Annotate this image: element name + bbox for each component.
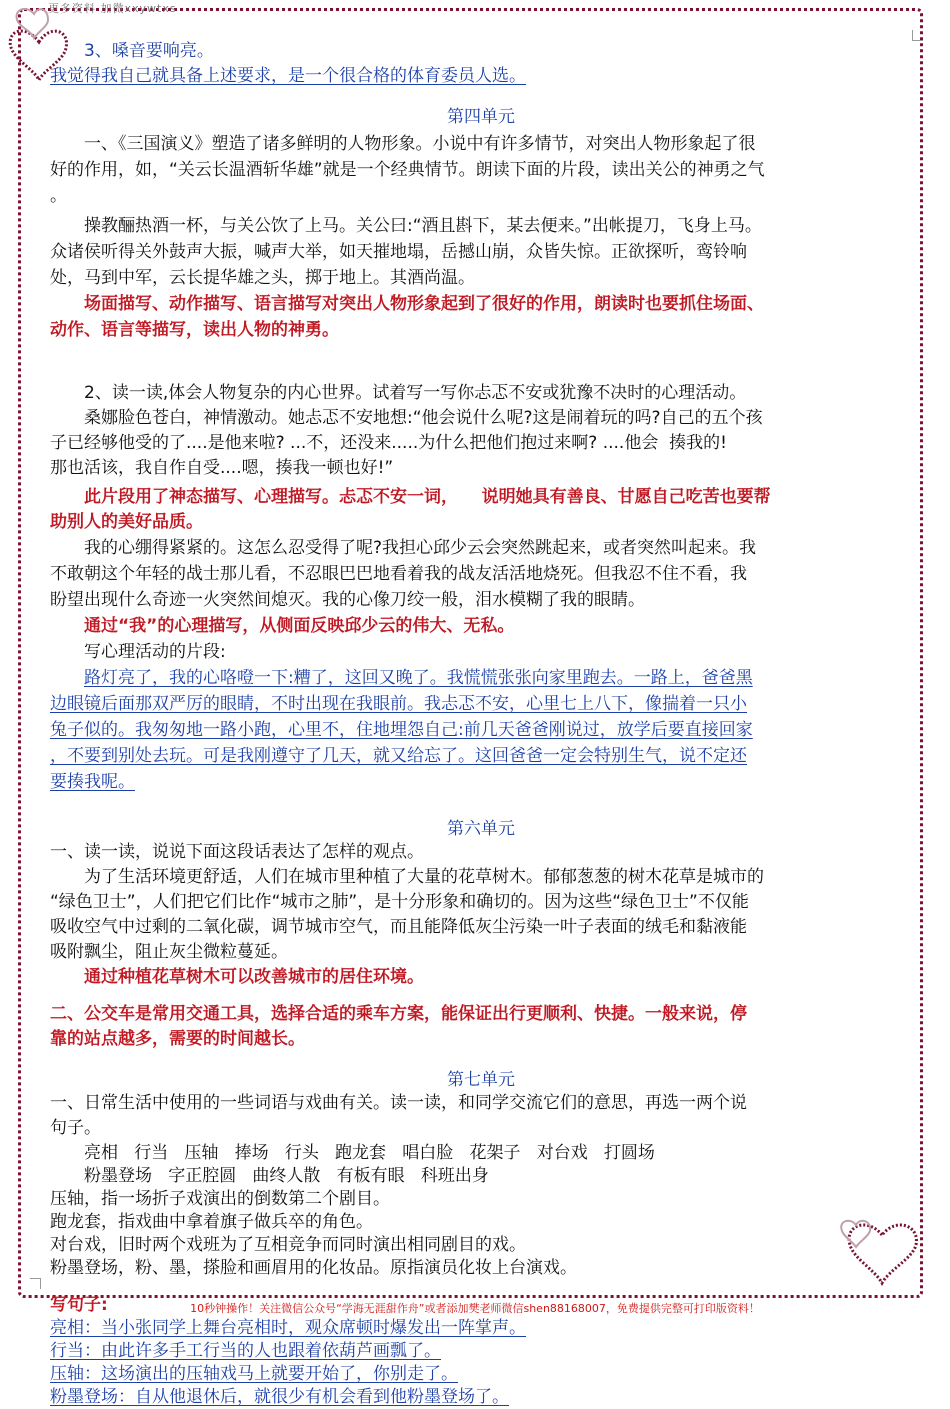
text-line: 对台戏，旧时两个戏班为了互相竞争而同时演出相同剧目的戏。 — [50, 1235, 526, 1255]
text-line: 吸收空气中过剩的二氧化碳，调节城市空气，而且能降低灰尘污染一叶子表面的绒毛和黏液能 — [50, 917, 747, 937]
text-line: 桑娜脸色苍白，神情激动。她忐忑不安地想:“他会说什么呢?这是闹着玩的吗?自己的五个孩 — [84, 408, 763, 428]
text-line: 处，马到中军，云长提华雄之头，掷于地上。其酒尚温。 — [50, 268, 475, 288]
footer-promo: 10秒钟操作！关注微信公众号“学海无涯甜作舟”或者添加樊老师微信shen88168007，免费提供完整可打印版资料！ — [190, 1302, 760, 1315]
sample-sentence: 亮相：当小张同学上舞台亮相时，观众席顿时爆发出一阵掌声。 — [50, 1318, 526, 1338]
analysis-line: 通过“我”的心理描写，从侧面反映邱少云的伟大、无私。 — [84, 616, 515, 636]
text-line: 操教酾热酒一杯，与关公饮了上马。关公曰:“酒且斟下，某去便来。”出帐提刀，飞身上马。 — [84, 216, 762, 236]
text-line: 众诸侯听得关外鼓声大振，喊声大举，如天摧地塌，岳撼山崩，众皆失惊。正欲探听，鸾铃响 — [50, 242, 747, 262]
sample-writing-line: 边眼镜后面那双严厉的眼睛，不时出现在我眼前。我忐忑不安，心里七上八下，像揣着一只小 — [50, 694, 747, 714]
unit-heading-6: 第六单元 — [447, 819, 515, 839]
analysis-line: 此片段用了神态描写、心理描写。忐忑不安一词， 说明她具有善良、甘愿自己吃苦也要帮 — [84, 487, 771, 507]
text-line: 那也活该，我自作自受....嗯，揍我一顿也好!” — [50, 458, 394, 478]
text-line: 句子。 — [50, 1118, 101, 1138]
text-line: 跑龙套，指戏曲中拿着旗子做兵卒的角色。 — [50, 1212, 373, 1232]
text-line: 吸附飘尘，阻止灰尘微粒蔓延。 — [50, 942, 288, 962]
text-line: 一、读一读，说说下面这段话表达了怎样的观点。 — [50, 842, 424, 862]
text-line: 子已经够他受的了....是他来啦? ...不，还没来.....为什么把他们抱过来啊? ....他会 揍我的! — [50, 433, 727, 453]
analysis-line: 通过种植花草树木可以改善城市的居住环境。 — [84, 967, 424, 987]
text-line: 一、日常生活中使用的一些词语与戏曲有关。读一读，和同学交流它们的意思，再选一两个说 — [50, 1093, 747, 1113]
text-line: 我的心绷得紧紧的。这怎么忍受得了呢?我担心邱少云会突然跳起来，或者突然叫起来。我 — [84, 538, 757, 558]
document-content — [50, 40, 912, 1409]
word-list: 粉墨登场 字正腔圆 曲终人散 有板有眼 科班出身 — [84, 1166, 489, 1186]
analysis-line: 动作、语言等描写，读出人物的神勇。 — [50, 320, 339, 340]
text-line: 。 — [50, 186, 67, 206]
analysis-line: 助别人的美好品质。 — [50, 512, 203, 532]
text-line: 2、读一读,体会人物复杂的内心世界。试着写一写你忐忑不安或犹豫不决时的心理活动。 — [84, 383, 747, 403]
sample-sentence: 压轴：这场演出的压轴戏马上就要开始了，你别走了。 — [50, 1364, 458, 1384]
section-label: 写句子: — [50, 1295, 108, 1315]
text-line: 粉墨登场，粉、墨，搽脸和画眉用的化妆品。原指演员化妆上台演戏。 — [50, 1258, 577, 1278]
text-line: 不敢朝这个年轻的战士那儿看，不忍眼巴巴地看着我的战友活活地烧死。但我忍不住不看，我 — [50, 564, 747, 584]
text-line: 写心理活动的片段: — [84, 642, 226, 662]
text-line: 3、嗓音要响亮。 — [84, 41, 214, 61]
sample-writing-line: 路灯亮了，我的心咯噔一下:糟了，这回又晚了。我慌慌张张向家里跑去。一路上，爸爸黑 — [84, 668, 753, 688]
sample-sentence: 粉墨登场：自从他退休后，就很少有机会看到他粉墨登场了。 — [50, 1387, 509, 1407]
analysis-line: 二、公交车是常用交通工具，选择合适的乘车方案，能保证出行更顺利、快捷。一般来说，停 — [50, 1004, 747, 1024]
sample-writing-line: ，不要到别处去玩。可是我刚遵守了几天，就又给忘了。这回爸爸一定会特别生气，说不定还 — [50, 746, 747, 766]
text-line: 好的作用，如，“关云长温酒斩华雄”就是一个经典情节。朗读下面的片段，读出关公的神勇之气 — [50, 160, 765, 180]
text-line: “绿色卫士”，人们把它们比作“城市之肺”，是十分形象和确切的。因为这些“绿色卫士”不仅能 — [50, 892, 749, 912]
unit-heading-4: 第四单元 — [447, 107, 515, 127]
unit-heading-7: 第七单元 — [447, 1070, 515, 1090]
analysis-line: 靠的站点越多，需要的时间越长。 — [50, 1029, 305, 1049]
word-list: 亮相 行当 压轴 捧场 行头 跑龙套 唱白脸 花架子 对台戏 打圆场 — [84, 1143, 655, 1163]
sample-writing-line: 要揍我呢。 — [50, 772, 135, 792]
text-line: 一、《三国演义》塑造了诸多鲜明的人物形象。小说中有许多情节，对突出人物形象起了很 — [84, 134, 756, 154]
top-watermark: 更多资料 加微xxywtxs — [48, 2, 177, 15]
sample-writing-line: 兔子似的。我匆匆地一路小跑，心里不，住地埋怨自己:前几天爸爸刚说过，放学后要直接回家 — [50, 720, 753, 740]
analysis-line: 场面描写、动作描写、语言描写对突出人物形象起到了很好的作用，朗读时也要抓住场面、 — [84, 294, 764, 314]
text-line: 盼望出现什么奇迹一火突然间熄灭。我的心像刀绞一般，泪水模糊了我的眼睛。 — [50, 590, 645, 610]
text-line: 我觉得我自己就具备上述要求，是一个很合格的体育委员人选。 — [50, 66, 526, 86]
sample-sentence: 行当：由此许多手工行当的人也跟着依葫芦画瓢了。 — [50, 1341, 441, 1361]
text-line: 压轴，指一场折子戏演出的倒数第二个剧目。 — [50, 1189, 390, 1209]
crop-mark-bottom-left — [30, 1278, 41, 1289]
text-line: 为了生活环境更舒适，人们在城市里种植了大量的花草树木。郁郁葱葱的树木花草是城市的 — [84, 867, 764, 887]
crop-mark-top-right — [912, 30, 923, 41]
